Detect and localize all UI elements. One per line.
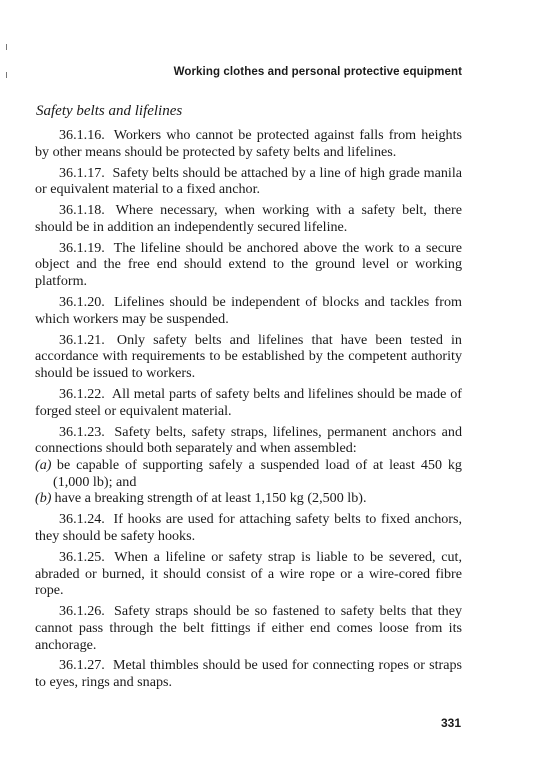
paragraph-text: The lifeline should be anchored above the work to a secure object and the free end should extend to the ground level or working platform. — [35, 239, 462, 290]
paragraph-number: 36.1.26. — [59, 603, 105, 620]
paragraph-36-1-18 — [35, 202, 462, 235]
section-title: Safety belts and lifelines — [36, 103, 183, 119]
paragraph-text: Metal thimbles should be used for connecting ropes or straps to eyes, rings and snaps. — [35, 657, 462, 691]
paragraph-text: Lifelines should be independent of blocks and tackles from which workers may be suspended. — [35, 294, 462, 327]
paragraph-text: Where necessary, when working with a safety belt, there should be in addition an independently secured lifeline. — [35, 202, 462, 235]
paragraph-36-1-27 — [35, 657, 462, 690]
paragraph-number: 36.1.25. — [59, 548, 105, 565]
paragraph-text: Safety belts should be attached by a line of high grade manila or equivalent material to a fixed anchor. — [35, 164, 462, 198]
body-text — [35, 127, 462, 695]
paragraph-text: When a lifeline or safety strap is liable to be severed, cut, abraded or burned, it should consist of a wire rope or a wire-cored fibre rope. — [35, 548, 462, 599]
paragraph-number: 36.1.18. — [59, 202, 105, 219]
list-item-label: (b) — [35, 490, 52, 507]
paragraph-text: Safety straps should be so fastened to safety belts that they cannot pass through the belt fittings if either end comes loose from its anchorage. — [35, 603, 462, 653]
paragraph-36-1-25 — [35, 549, 462, 599]
paragraph-text: Safety belts, safety straps, lifelines, permanent anchors and connections should both separately and when assembled: — [35, 423, 462, 457]
paragraph-36-1-17 — [35, 165, 462, 198]
list-item-text: be capable of supporting safely a suspended load of at least 450 kg (1,000 lb); and — [53, 456, 462, 490]
margin-mark — [6, 72, 7, 78]
paragraph-number: 36.1.20. — [59, 294, 105, 311]
page-number: 331 — [440, 716, 461, 730]
paragraph-number: 36.1.23. — [59, 423, 105, 440]
paragraph-number: 36.1.24. — [59, 511, 105, 528]
list-item-label: (a) — [35, 456, 52, 473]
paragraph-number: 36.1.22. — [59, 385, 105, 402]
requirement-list — [35, 457, 462, 507]
paragraph-text: Workers who cannot be protected against falls from heights by other means should be protected by safety belts and lifelines. — [35, 127, 462, 160]
list-item — [35, 457, 462, 490]
paragraph-36-1-16 — [35, 127, 462, 160]
paragraph-number: 36.1.19. — [59, 239, 105, 256]
paragraph-36-1-21 — [35, 332, 462, 382]
paragraph-36-1-20 — [35, 294, 462, 327]
paragraph-number: 36.1.16. — [59, 127, 105, 143]
paragraph-number: 36.1.21. — [59, 331, 105, 348]
list-item-text: have a breaking strength of at least 1,150 kg (2,500 lb). — [54, 490, 367, 507]
paragraph-36-1-26 — [35, 603, 462, 653]
paragraph-text: All metal parts of safety belts and lifelines should be made of forged steel or equivalent material. — [35, 385, 462, 419]
margin-mark — [6, 44, 7, 50]
running-header: Working clothes and personal protective equipment — [173, 66, 462, 78]
paragraph-36-1-22 — [35, 386, 462, 419]
list-item — [35, 490, 462, 507]
paragraph-text: Only safety belts and lifelines that have been tested in accordance with requirements to be established by the competent authority should be issued to workers. — [35, 331, 462, 382]
paragraph-number: 36.1.17. — [59, 164, 105, 181]
paragraph-36-1-19 — [35, 240, 462, 290]
paragraph-36-1-24 — [35, 511, 462, 544]
paragraph-number: 36.1.27. — [59, 657, 105, 674]
paragraph-36-1-23 — [35, 424, 462, 457]
paragraph-text: If hooks are used for attaching safety belts to fixed anchors, they should be safety hooks. — [35, 511, 462, 544]
